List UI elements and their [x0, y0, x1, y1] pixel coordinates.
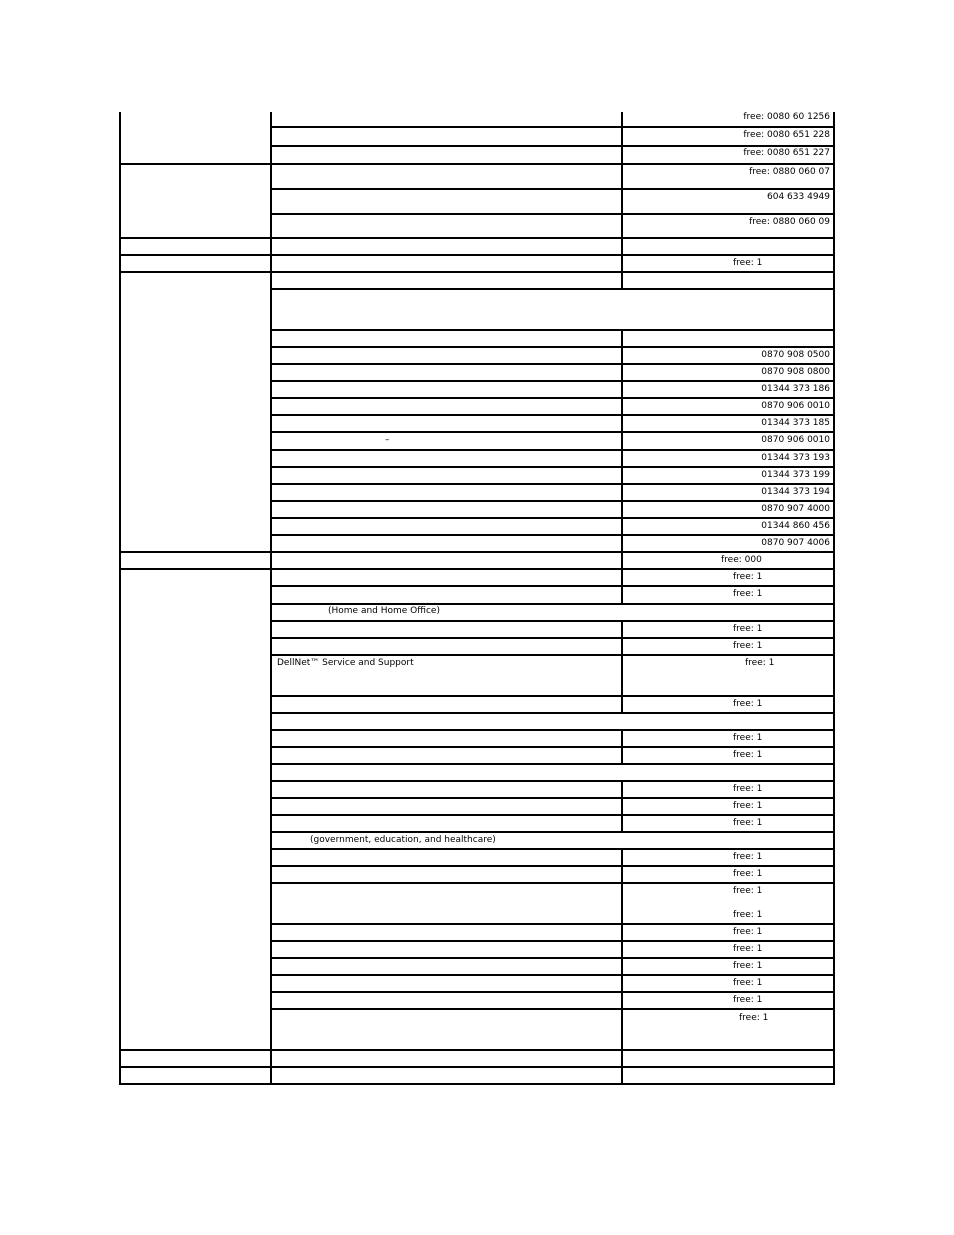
row-divider: [270, 763, 835, 765]
row-divider: [270, 974, 835, 976]
row-divider: [270, 923, 835, 925]
row-divider: [270, 848, 835, 850]
phone-number: 01344 373 194: [761, 487, 830, 497]
phone-number: 0870 907 4000: [761, 504, 830, 514]
row-divider: [270, 483, 835, 485]
section-label: (Home and Home Office): [328, 606, 440, 616]
phone-number: 0870 908 0500: [761, 350, 830, 360]
row-divider: [270, 620, 835, 622]
phone-number: free: 0080 651 228: [743, 130, 830, 140]
phone-number: free: 1: [733, 641, 763, 651]
phone-number: 01344 373 185: [761, 418, 830, 428]
row-divider: [270, 145, 835, 147]
phone-number: free: 1: [733, 801, 763, 811]
row-divider: [270, 517, 835, 519]
row-divider: [270, 603, 835, 605]
row-divider: [270, 534, 835, 536]
row-divider: [119, 237, 835, 239]
phone-number: free: 1: [733, 978, 763, 988]
row-divider: [119, 254, 835, 256]
row-divider: [270, 449, 835, 451]
row-divider: [270, 500, 835, 502]
row-divider: [270, 797, 835, 799]
row-divider: [119, 1049, 835, 1051]
row-divider: [270, 414, 835, 416]
phone-number: free: 1: [733, 624, 763, 634]
table-border-left: [119, 112, 121, 1085]
phone-number: free: 1: [733, 886, 763, 896]
phone-number: free: 000: [721, 555, 762, 565]
phone-number: free: 0080 60 1256: [743, 112, 830, 122]
phone-number: free: 1: [733, 961, 763, 971]
row-divider: [270, 346, 835, 348]
row-divider: [119, 568, 835, 570]
phone-number: free: 0880 060 09: [749, 217, 830, 227]
row-divider: [270, 585, 835, 587]
phone-number: free: 1: [733, 852, 763, 862]
phone-number: free: 0880 060 07: [749, 167, 830, 177]
row-divider: [270, 213, 835, 215]
section-label: (government, education, and healthcare): [310, 835, 496, 845]
phone-number: 0870 906 0010: [761, 401, 830, 411]
table-border-bottom: [119, 1083, 835, 1085]
phone-number: free: 1: [733, 589, 763, 599]
row-divider: [270, 1008, 835, 1010]
row-divider: [270, 695, 835, 697]
row-divider: [270, 814, 835, 816]
phone-number: free: 0080 651 227: [743, 148, 830, 158]
phone-number: free: 1: [733, 784, 763, 794]
phone-number: free: 1: [733, 750, 763, 760]
row-divider: [270, 363, 835, 365]
row-divider: [270, 865, 835, 867]
phone-number: free: 1: [733, 699, 763, 709]
row-divider: [270, 831, 835, 833]
phone-number: free: 1: [745, 658, 775, 668]
phone-number: 0870 906 0010: [761, 435, 830, 445]
phone-number: free: 1: [733, 910, 763, 920]
column-divider-2: [621, 780, 623, 832]
row-divider: [270, 126, 835, 128]
phone-number: 0870 908 0800: [761, 367, 830, 377]
row-divider: [270, 991, 835, 993]
row-divider: [270, 780, 835, 782]
row-divider: [270, 288, 835, 290]
row-divider: [270, 882, 835, 884]
row-divider: [270, 329, 835, 331]
phone-number: free: 1: [733, 733, 763, 743]
phone-number: 01344 860 456: [761, 521, 830, 531]
row-divider: [270, 654, 835, 656]
row-divider: [270, 431, 835, 433]
row-divider: [119, 1066, 835, 1068]
row-divider: [119, 163, 835, 165]
row-divider: [270, 746, 835, 748]
row-divider: [270, 940, 835, 942]
row-divider: [270, 397, 835, 399]
phone-number: free: 1: [733, 869, 763, 879]
row-divider: [270, 188, 835, 190]
phone-number: free: 1: [733, 927, 763, 937]
service-label: DellNet™ Service and Support: [277, 658, 414, 668]
row-divider: [270, 712, 835, 714]
phone-number: 01344 373 199: [761, 470, 830, 480]
phone-number: 01344 373 193: [761, 453, 830, 463]
phone-number: free: 1: [733, 258, 763, 268]
column-divider-2: [621, 112, 623, 289]
dash-marker: –: [385, 435, 390, 445]
row-divider: [270, 380, 835, 382]
phone-number: 0870 907 4006: [761, 538, 830, 548]
row-divider: [270, 957, 835, 959]
row-divider: [270, 466, 835, 468]
phone-number: free: 1: [733, 995, 763, 1005]
row-divider: [119, 271, 835, 273]
phone-number: 01344 373 186: [761, 384, 830, 394]
row-divider: [119, 551, 835, 553]
phone-number: free: 1: [739, 1013, 769, 1023]
phone-number: 604 633 4949: [767, 192, 830, 202]
column-divider-2: [621, 620, 623, 712]
row-divider: [270, 729, 835, 731]
row-divider: [270, 637, 835, 639]
phone-number: free: 1: [733, 818, 763, 828]
phone-number: free: 1: [733, 572, 763, 582]
phone-number: free: 1: [733, 944, 763, 954]
